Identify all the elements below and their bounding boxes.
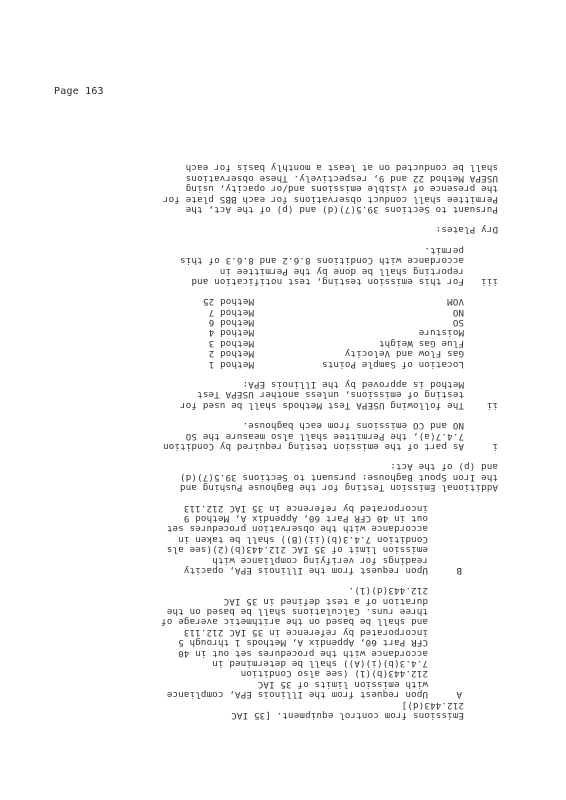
table-cell-parameter: Moisture bbox=[418, 327, 464, 339]
table-cell-method: Method 4 bbox=[208, 327, 254, 339]
text-line: USEPA Method 22 and 9, respectively. These observations bbox=[185, 172, 498, 184]
item-number: ii bbox=[486, 399, 498, 411]
paragraph-additional-testing bbox=[148, 461, 498, 492]
item-number: iii bbox=[480, 275, 498, 287]
test-methods-table bbox=[148, 296, 498, 369]
table-cell-parameter: NO bbox=[452, 306, 464, 318]
text-line: 212.443(d)] bbox=[401, 699, 464, 711]
table-cell-method: Method 7 bbox=[208, 306, 254, 318]
table-cell-parameter: VOM bbox=[446, 296, 464, 308]
text-line: NO and CO emissions from each baghouse. bbox=[242, 420, 464, 432]
table-cell-parameter: Flue Gas Weight bbox=[378, 337, 464, 349]
text-line: readings for verifying compliance with bbox=[212, 554, 428, 566]
table-cell-method: Method 3 bbox=[208, 337, 254, 349]
text-line: The following USEPA Test Methods shall be used for bbox=[179, 399, 464, 411]
subsection-heading: Dry Plates: bbox=[435, 224, 498, 236]
page-number: Page 163 bbox=[54, 86, 104, 97]
text-line: 212.443(d)(1). bbox=[348, 585, 428, 597]
subitem-number: B bbox=[456, 564, 462, 576]
text-line: shall be conducted on at least a monthly basis for each bbox=[185, 162, 498, 174]
text-line: and shall be based on the arithmetic average of bbox=[160, 616, 428, 628]
text-line: out in 40 CFR Part 60, Appendix A, Method 9 bbox=[183, 512, 428, 524]
text-line: Upon request from the Illinois EPA, opacity bbox=[183, 564, 428, 576]
text-line: reporting shall be done by the Permittee in bbox=[219, 265, 464, 277]
text-line: accordance with the observation procedures set bbox=[166, 523, 428, 535]
text-line: 7.4.3(b)(i)(A)) shall be determined in bbox=[212, 658, 428, 670]
paragraph-dry-plates bbox=[148, 162, 498, 214]
item-number: i bbox=[492, 441, 498, 453]
text-line: 212.443(b)(1) (see also Condition bbox=[240, 668, 428, 680]
text-line: duration of a test defined in 35 IAC bbox=[223, 595, 428, 607]
text-line: incorporated by reference in 35 IAC 212.113 bbox=[183, 502, 428, 514]
text-line: accordance with Conditions 8.6.2 and 8.6.3 of this bbox=[179, 255, 464, 267]
text-line: Permittee shall conduct observations for each BBS plate for bbox=[162, 193, 498, 205]
table-row bbox=[148, 317, 498, 327]
subitem-number: A bbox=[456, 689, 462, 701]
text-line: Condition 7.4.3(b)(ii)(B)) shall be taken in bbox=[178, 533, 428, 545]
table-row bbox=[148, 348, 498, 358]
subitem-b bbox=[148, 502, 498, 575]
text-line: incorporated by reference in 35 IAC 212.113 bbox=[183, 626, 428, 638]
table-row bbox=[148, 358, 498, 368]
table-row bbox=[148, 327, 498, 337]
text-line: Upon request from the Illinois EPA, compliance bbox=[166, 689, 428, 701]
item-ii bbox=[148, 379, 498, 410]
text-line: Additional Emission Testing for the Baghouse Pushing and bbox=[179, 482, 498, 494]
text-line: with emission limits of 35 IAC bbox=[257, 678, 428, 690]
table-cell-method: Method 25 bbox=[202, 296, 254, 308]
text-line: 7.4.7(a), the Permittee shall also measure the SO bbox=[185, 430, 464, 442]
text-line: testing of emissions, unless another USEPA Test bbox=[196, 389, 464, 401]
table-cell-parameter: Location of Sample Points bbox=[321, 358, 464, 370]
table-row bbox=[148, 338, 498, 348]
text-line: the Iron Spout Baghouse: pursuant to Sections 39.5(7)(d) bbox=[179, 471, 498, 483]
text-line: permit. bbox=[424, 244, 464, 256]
text-line: Pursuant to Sections 39.5(7)(d) and (p) of the Act, the bbox=[185, 203, 498, 215]
subitem-a bbox=[148, 585, 498, 699]
text-line: emission limit of 35 IAC 212.443(b)(2)(see als bbox=[166, 544, 428, 556]
text-line: As part of the emission testing required by Condition bbox=[162, 441, 464, 453]
text-line: For this emission testing, test notification and bbox=[191, 275, 464, 287]
table-row bbox=[148, 306, 498, 316]
text-line: three runs. Calculations shall be based on the bbox=[166, 606, 428, 618]
table-cell-parameter: Gas Flow and Velocity bbox=[344, 348, 464, 360]
text-line: accordance with the procedures set out in 40 bbox=[178, 647, 428, 659]
text-line: CFR Part 60, Appendix A, Methods 1 through 5 bbox=[178, 637, 428, 649]
table-cell-parameter: SO bbox=[452, 317, 464, 329]
item-iii bbox=[148, 244, 498, 286]
rotated-body-text bbox=[148, 100, 498, 720]
table-cell-method: Method 2 bbox=[208, 348, 254, 360]
text-line: Emissions from control equipment. [35 IAC bbox=[231, 710, 464, 721]
item-i bbox=[148, 420, 498, 451]
table-cell-method: Method 6 bbox=[208, 317, 254, 329]
table-cell-method: Method 1 bbox=[208, 358, 254, 370]
text-line: and (p) of the Act: bbox=[390, 461, 498, 473]
text-line: Method is approved by the Illinois EPA: bbox=[242, 379, 464, 391]
table-row bbox=[148, 296, 498, 306]
text-line: the presence of visible emissions and/or opacity, using bbox=[185, 183, 498, 195]
